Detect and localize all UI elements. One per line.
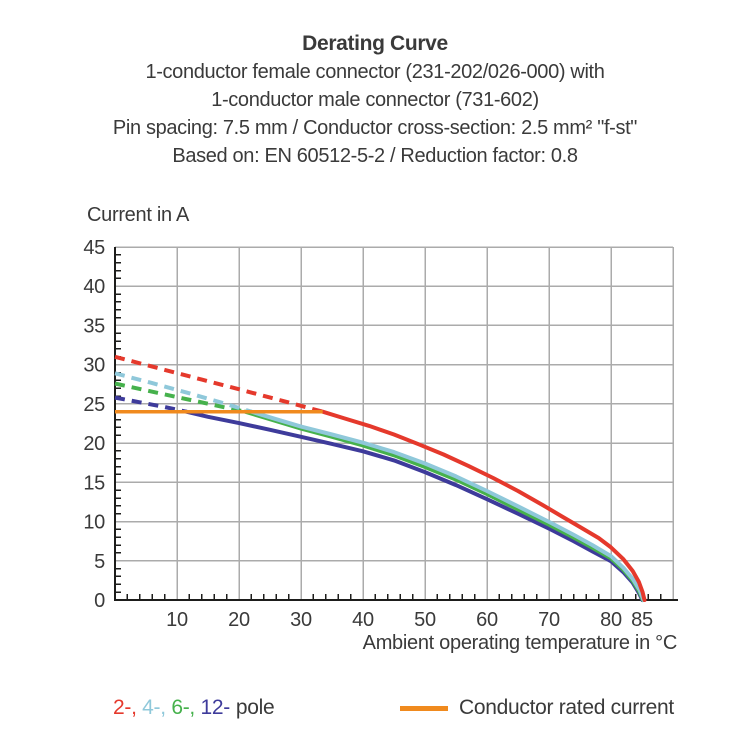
x-tick-label: 60: [476, 609, 498, 631]
legend-pole-12: 12-: [200, 696, 230, 719]
y-tick-label: 0: [94, 590, 105, 612]
legend-pole-6: 6-,: [171, 696, 201, 719]
y-tick-label: 40: [83, 276, 105, 299]
y-tick-label: 5: [94, 550, 105, 573]
curve-dashed-4-pole: [115, 373, 251, 411]
legend-pole-4: 4-,: [142, 696, 172, 719]
y-tick-label: 30: [83, 354, 105, 377]
y-tick-label: 20: [83, 433, 105, 456]
x-tick-label: 20: [228, 609, 250, 631]
chart-title: Derating Curve: [302, 32, 448, 55]
rated-current-label: Conductor rated current: [459, 696, 674, 719]
y-axis-title: Current in A: [87, 204, 190, 226]
curve-dashed-6-pole: [115, 384, 245, 412]
chart-subtitle-4: Based on: EN 60512-5-2 / Reduction factor: 0.8: [172, 145, 578, 167]
y-tick-label: 10: [83, 511, 105, 534]
x-tick-label: 50: [414, 609, 436, 631]
legend-pole-suffix: pole: [235, 696, 275, 719]
curve-solid-6-pole: [245, 412, 643, 600]
chart-subtitle-1: 1-conductor female connector (231-202/026-000) with: [145, 61, 605, 83]
y-tick-label: 45: [83, 237, 105, 259]
curve-solid-12-pole: [186, 412, 642, 600]
y-tick-label: 25: [83, 393, 105, 416]
chart-subtitle-3: Pin spacing: 7.5 mm / Conductor cross-section: 2.5 mm² "f-st": [112, 117, 638, 139]
x-axis-title: Ambient operating temperature in °C: [362, 632, 677, 654]
curve-solid-2-pole: [323, 412, 645, 600]
legend-pole-counts: [113, 696, 274, 720]
x-tick-label: 70: [538, 609, 560, 631]
rated-current-line-swatch: [400, 706, 448, 711]
chart-subtitle-2: 1-conductor male connector (731-602): [211, 89, 539, 111]
x-tick-label: 30: [290, 609, 312, 631]
legend-rated-current: [400, 696, 674, 720]
x-tick-label: 80: [600, 609, 622, 631]
curve-dashed-12-pole: [115, 398, 186, 412]
x-tick-label: 10: [166, 609, 188, 631]
x-tick-label: 40: [352, 609, 374, 631]
legend-pole-2: 2-,: [113, 696, 143, 719]
y-tick-label: 35: [83, 315, 105, 338]
y-tick-label: 15: [83, 472, 105, 495]
x-tick-label: 85: [631, 609, 653, 631]
